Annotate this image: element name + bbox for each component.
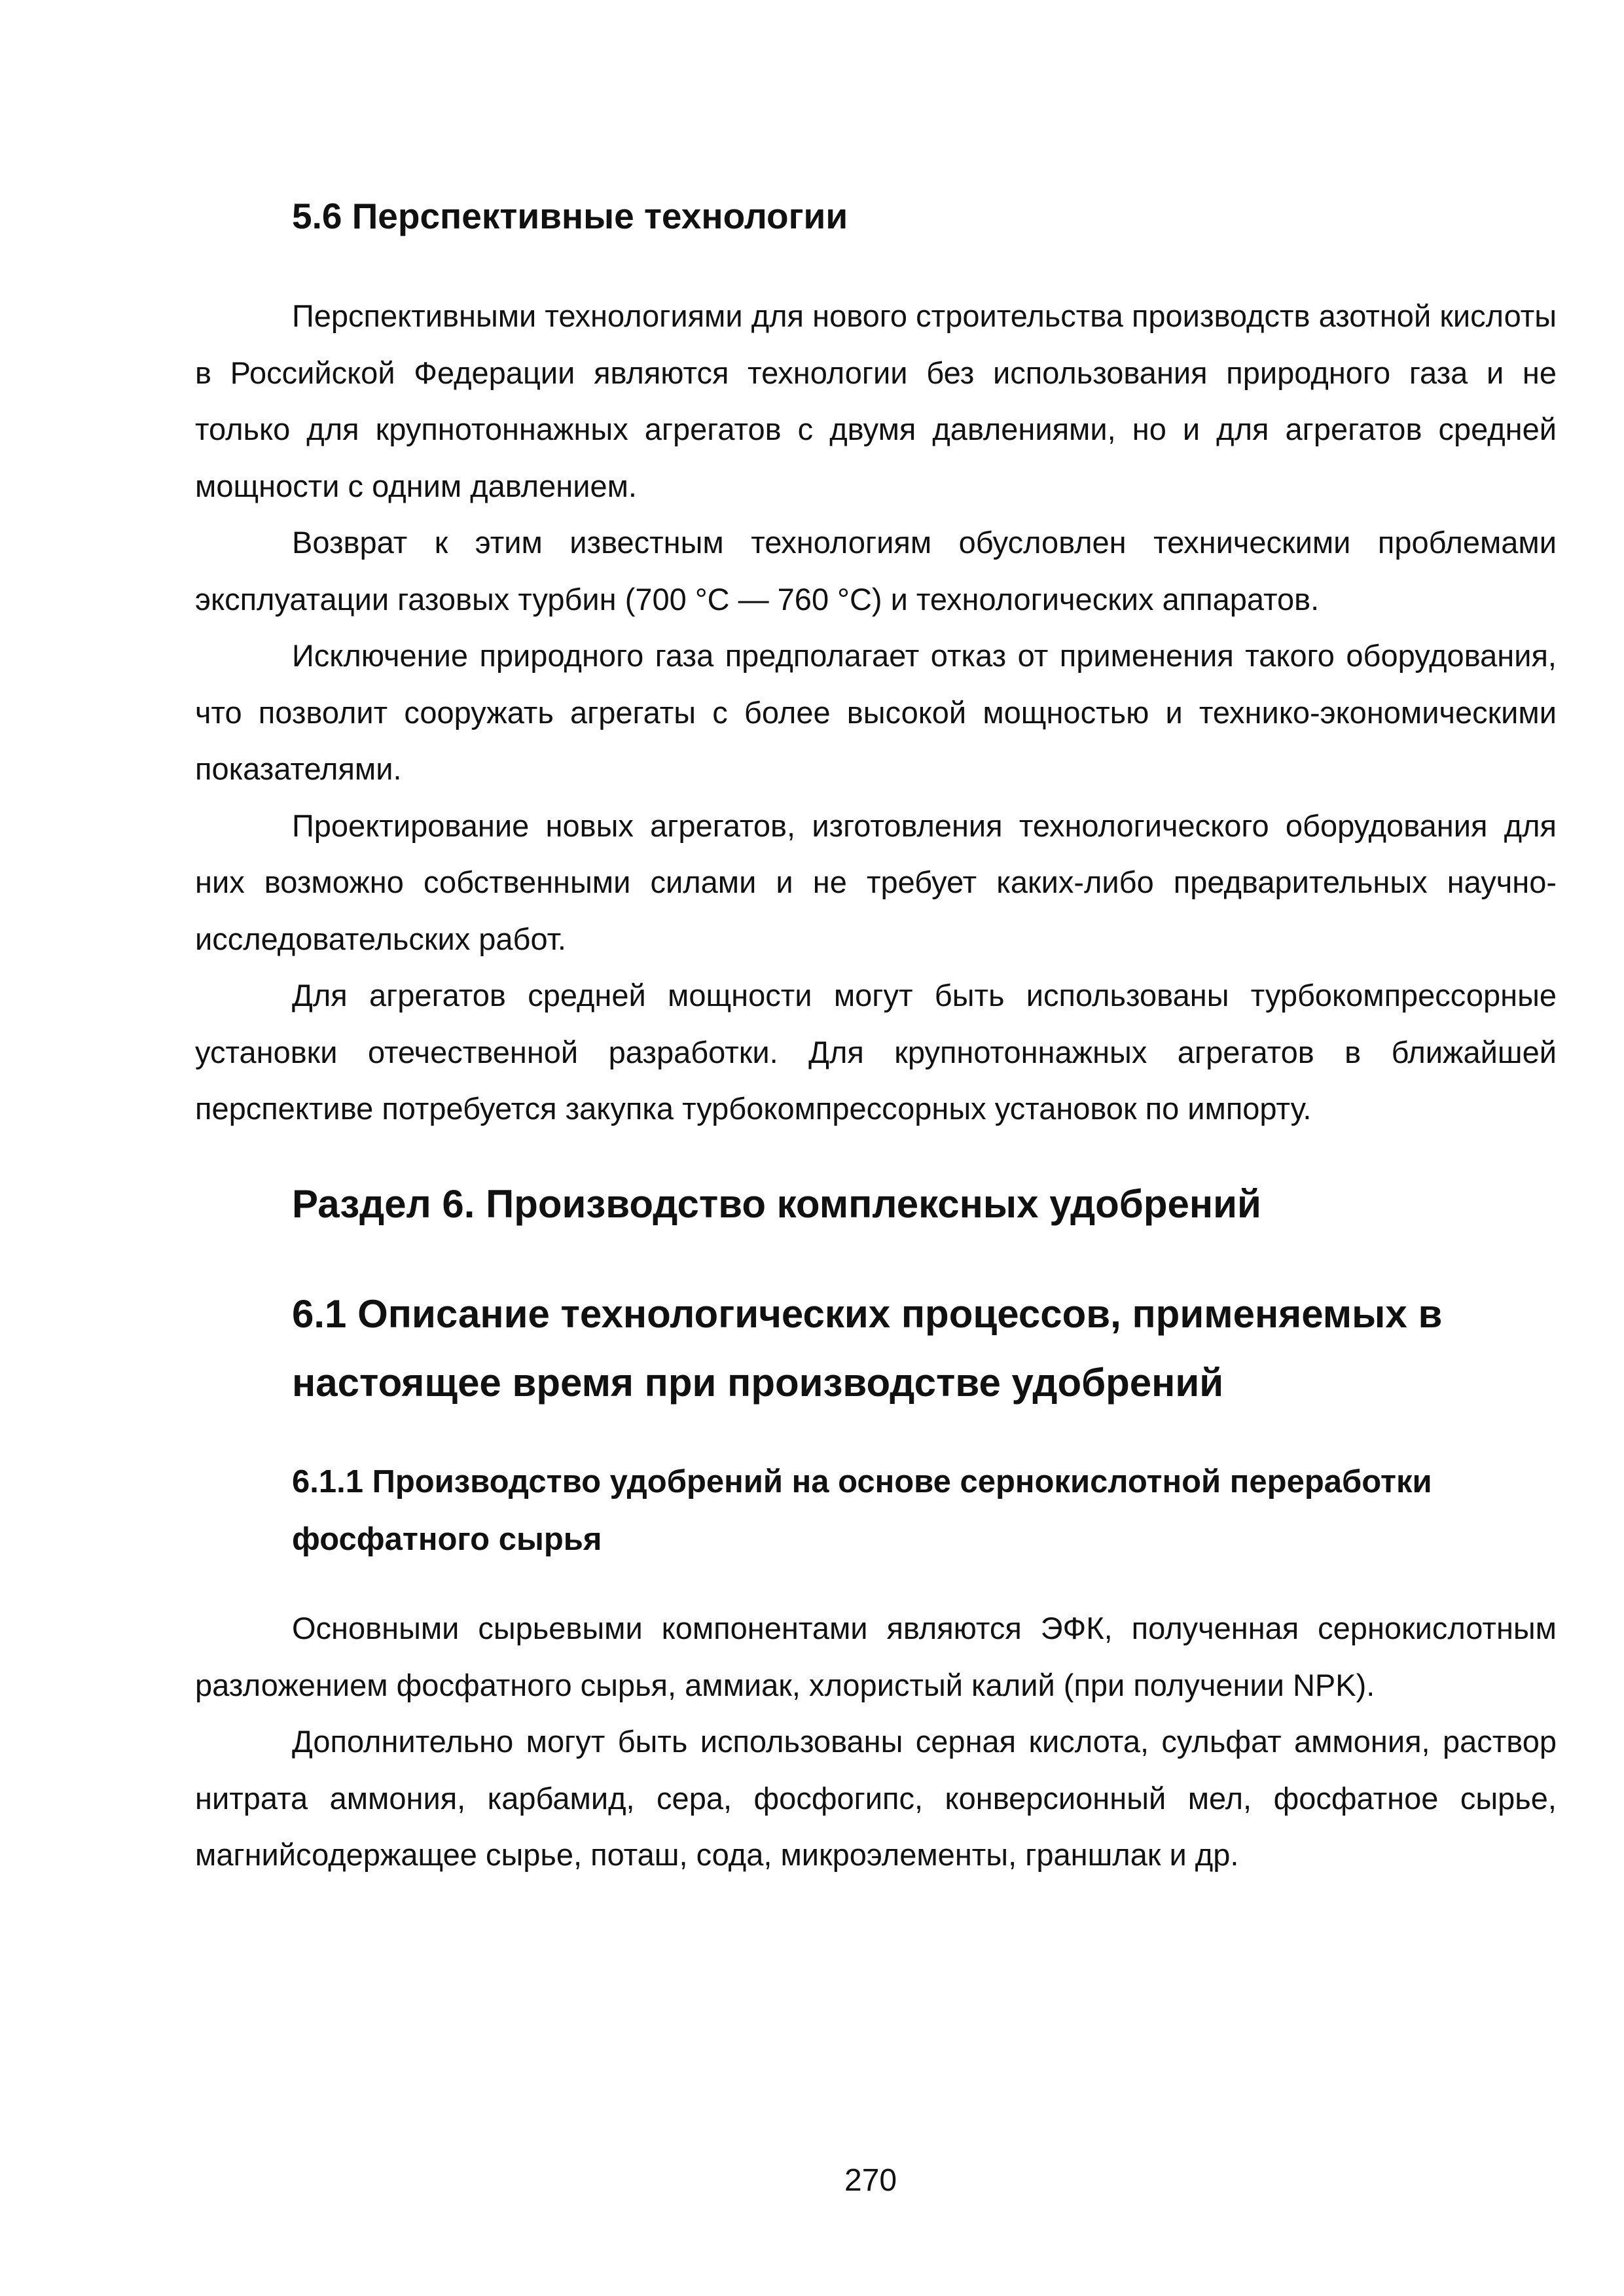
paragraph: Дополнительно могут быть использованы серная кислота, сульфат аммония, раствор нитрата аммония, карбамид, сера, фосфогипс, конверсионный мел, фосфатное сырье, магнийсодержащее сырье, поташ, сода, микроэлементы, граншлак и др.	[195, 1724, 1557, 1872]
section-6-1-1-heading: 6.1.1 Производство удобрений на основе сернокислотной переработки фосфатного сырья	[292, 1464, 1432, 1557]
page-number: 270	[844, 2163, 897, 2198]
paragraph: Проектирование новых агрегатов, изготовления технологического оборудования для них возможно собственными силами и не требует каких-либо предварительных научно-исследовательских работ.	[195, 808, 1557, 956]
section-6-1-heading: 6.1 Описание технологических процессов, применяемых в настоящее время при производстве удобрений	[292, 1292, 1443, 1405]
paragraph: Возврат к этим известным технологиям обусловлен техническими проблемами эксплуатации газовых турбин (700 °С — 760 °С) и технологических аппаратов.	[195, 525, 1557, 617]
document-page	[195, 0, 1557, 2296]
paragraph: Основными сырьевыми компонентами являются ЭФК, полученная сернокислотным разложением фосфатного сырья, аммиак, хлористый калий (при получении NPK).	[195, 1611, 1557, 1702]
paragraph: Исключение природного газа предполагает отказ от применения такого оборудования, что позволит сооружать агрегаты с более высокой мощностью и технико-экономическими показателями.	[195, 638, 1557, 786]
paragraph: Для агрегатов средней мощности могут быть использованы турбокомпрессорные установки отечественной разработки. Для крупнотоннажных агрегатов в ближайшей перспективе потребуется закупка турбокомпрессорных установок по импорту.	[195, 978, 1557, 1126]
paragraph: Перспективными технологиями для нового строительства производств азотной кислоты в Российской Федерации являются технологии без использования природного газа и не только для крупнотоннажных агрегатов с двумя давлениями, но и для агрегатов средней мощности с одним давлением.	[195, 298, 1557, 503]
section-6-1-1-body	[195, 1600, 1557, 1884]
section-5-6-heading: 5.6 Перспективные технологии	[292, 196, 848, 236]
section-5-6-body	[195, 288, 1557, 1138]
section-6-heading: Раздел 6. Производство комплексных удобрений	[292, 1182, 1261, 1226]
